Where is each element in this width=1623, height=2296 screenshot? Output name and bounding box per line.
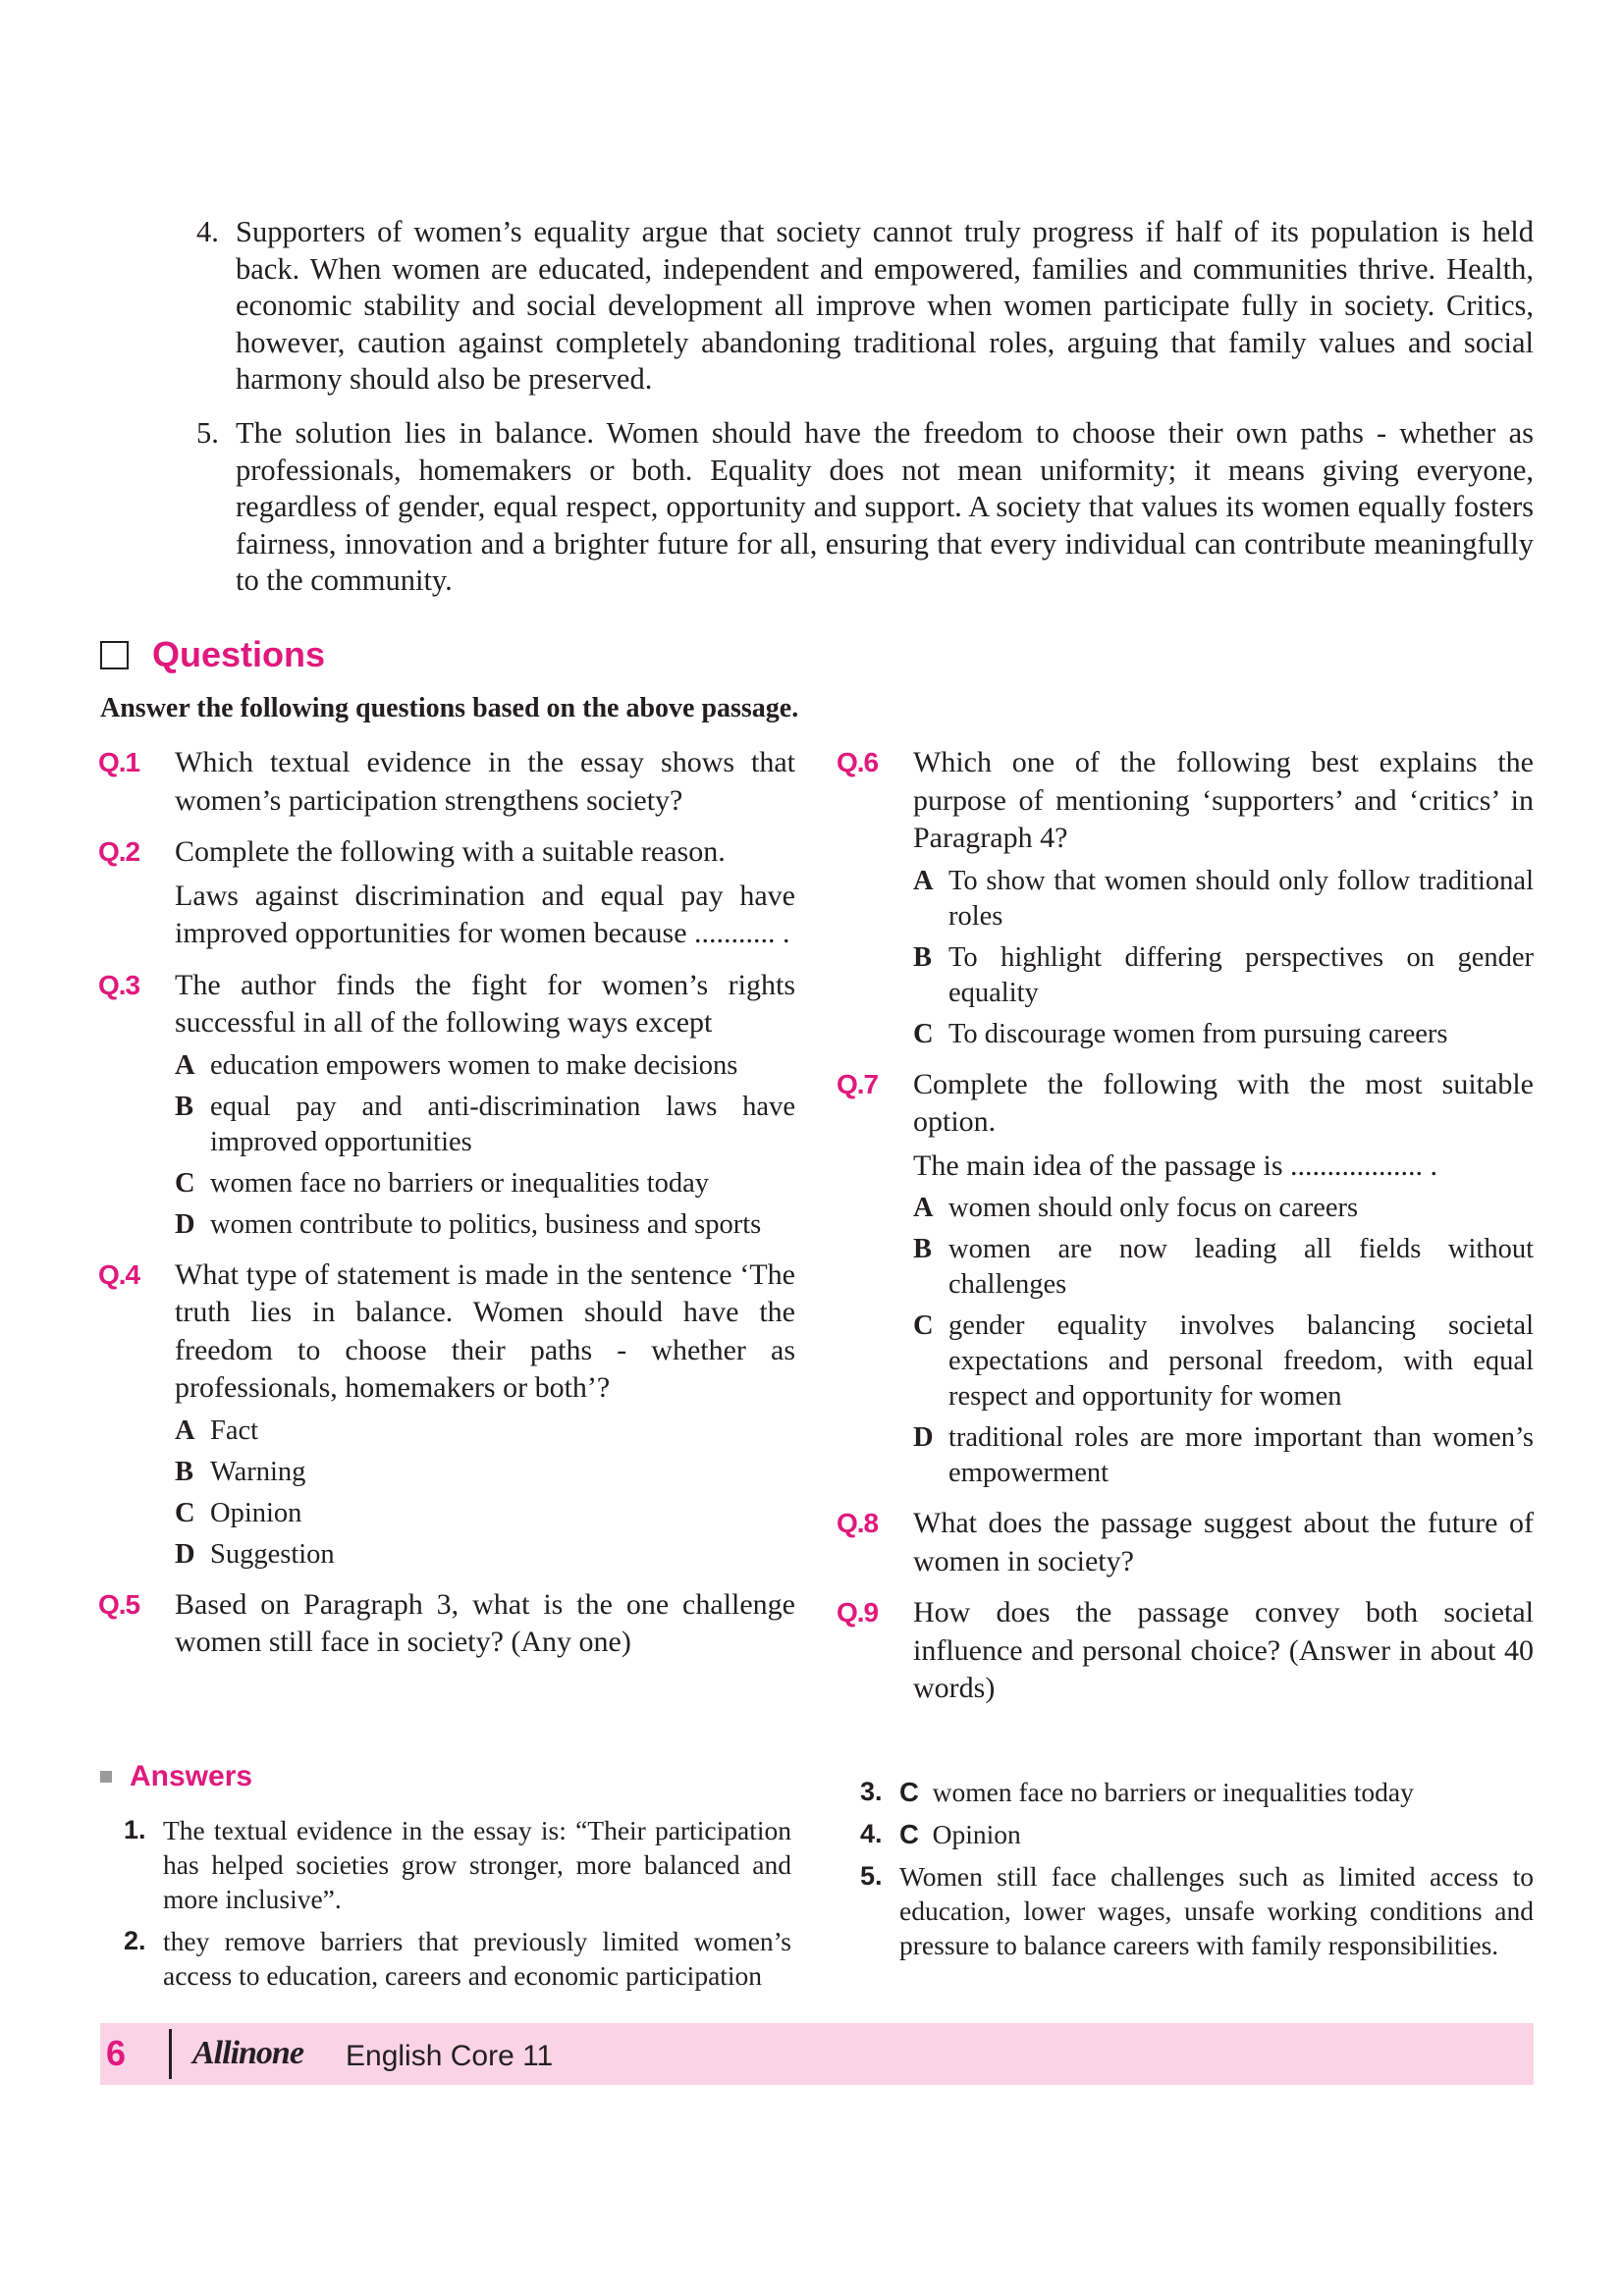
answer-text: they remove barriers that previously limited women’s access to education, careers and economic participation [163,1926,791,1991]
option-d [175,1207,795,1243]
answer-text: The textual evidence in the essay is: “Their participation has helped societies grow stronger, more balanced and more inclusive”. [163,1815,791,1914]
answer-2 [124,1924,791,1993]
option-list [175,1048,795,1243]
option-label: B [913,1234,933,1264]
question-text: Based on Paragraph 3, what is the one challenge women still face in society? (Any one) [175,1587,795,1658]
option-b [913,1232,1534,1303]
option-text: Warning [210,1456,306,1487]
option-c [913,1017,1534,1052]
paragraph-number: 5. [196,416,219,450]
answers-heading [100,1760,252,1793]
question-number: Q.5 [98,1588,140,1620]
option-label: C [175,1497,195,1528]
question-9 [837,1594,1534,1708]
option-list [913,1191,1534,1491]
questions-heading [100,634,325,675]
option-label: C [913,1310,934,1341]
page-footer [100,2023,1534,2085]
questions-column-left [98,744,795,1676]
passage-paragraph-5 [196,415,1534,600]
option-d [913,1420,1534,1491]
option-a [175,1048,795,1084]
option-label: B [175,1091,194,1122]
question-text: Which one of the following best explains the purpose of mentioning ‘supporters’ and ‘critics’ in Paragraph 4? [913,746,1534,854]
option-d [175,1537,795,1573]
book-title: English Core 11 [346,2040,554,2072]
answer-text: Women still face challenges such as limited access to education, lower wages, unsafe working conditions and pressure to balance careers with family responsibilities. [899,1861,1534,1960]
option-label: D [175,1208,195,1240]
option-label: D [175,1538,195,1570]
option-c [175,1166,795,1201]
question-text: Complete the following with the most suitable option. [913,1067,1534,1138]
answer-1 [124,1813,791,1916]
option-list [913,864,1534,1052]
option-text: Fact [210,1415,259,1446]
option-c [913,1308,1534,1415]
answer-number: 3. [860,1777,883,1806]
answer-3 [860,1775,1534,1809]
option-list [175,1414,795,1573]
option-text: To discourage women from pursuing careers [948,1018,1448,1049]
option-text: equal pay and anti-discrimination laws have improved opportunities [210,1091,795,1157]
question-prompt: The main idea of the passage is .................. . [913,1148,1438,1182]
question-text: How does the passage convey both societal influence and personal choice? (Answer in about 40 words) [913,1596,1534,1704]
answer-text: women face no barriers or inequalities today [932,1777,1414,1807]
question-text: Which textual evidence in the essay shows that women’s participation strengthens society? [175,746,795,817]
question-4 [98,1256,795,1573]
page-number: 6 [106,2033,127,2073]
question-2 [98,833,795,953]
question-6 [837,744,1534,1052]
option-label: B [175,1456,194,1487]
brand-logo: Allinone [192,2035,303,2071]
paragraph-number: 4. [196,215,219,248]
option-label: D [913,1422,934,1453]
question-number: Q.9 [837,1597,879,1628]
answers-column-left [124,1813,791,2001]
option-label: A [175,1049,195,1081]
option-text: Suggestion [210,1538,335,1570]
answer-text: Opinion [932,1819,1021,1849]
question-number: Q.7 [837,1068,879,1099]
question-text: What does the passage suggest about the future of women in society? [913,1507,1534,1577]
answer-number: 5. [860,1861,883,1891]
paragraph-text: Supporters of women’s equality argue that society cannot truly progress if half of its population is held back. When women are educated, independent and empowered, families and communities thrive. Health, economic stability and social development all improve when women participate fully in society. Critics, however, caution against completely abandoning traditional roles, arguing that family values and social harmony should also be preserved. [236,215,1534,397]
questions-title: Questions [152,634,326,674]
question-number: Q.4 [98,1258,140,1290]
option-label: C [175,1167,195,1199]
answers-column-right [860,1775,1534,1970]
answer-5 [860,1859,1534,1962]
question-number: Q.2 [98,836,140,867]
option-label: C [913,1018,934,1049]
option-label: A [913,1193,934,1223]
question-number: Q.8 [837,1508,879,1538]
question-prompt: Laws against discrimination and equal pay have improved opportunities for women because ........... . [175,879,795,949]
answer-number: 1. [124,1815,146,1844]
option-b [175,1455,795,1490]
answers-title: Answers [130,1760,253,1792]
option-c [175,1496,795,1531]
option-text: Opinion [210,1497,302,1528]
question-number: Q.6 [837,747,879,777]
option-a [913,1191,1534,1226]
question-text: The author finds the fight for women’s rights successful in all of the following ways except [175,968,795,1039]
square-bullet-icon [100,1771,112,1783]
question-3 [98,967,795,1243]
option-text: To highlight differing perspectives on gender equality [948,941,1534,1008]
option-text: women contribute to politics, business and sports [210,1208,762,1240]
question-8 [837,1505,1534,1580]
passage-paragraph-4 [196,214,1534,399]
option-b [175,1090,795,1160]
question-number: Q.3 [98,969,140,1000]
footer-divider [169,2029,172,2079]
option-label: A [913,865,934,896]
question-text: What type of statement is made in the sentence ‘The truth lies in balance. Women should have the freedom to choose their paths - whether as professionals, homemakers or both’? [175,1257,795,1404]
answer-number: 4. [860,1819,883,1848]
question-text: Complete the following with a suitable reason. [175,835,726,868]
option-label: A [175,1415,195,1446]
option-text: women are now leading all fields without challenges [948,1234,1534,1300]
answer-option-label: C [899,1777,919,1807]
answer-number: 2. [124,1926,146,1955]
option-text: traditional roles are more important than women’s empowerment [948,1422,1534,1488]
option-a [175,1414,795,1449]
question-7 [837,1066,1534,1492]
questions-column-right [837,744,1534,1722]
answer-4 [860,1817,1534,1851]
checkbox-icon [100,641,129,669]
option-a [913,864,1534,934]
option-label: B [913,941,933,973]
question-1 [98,744,795,820]
option-text: women should only focus on careers [948,1193,1359,1223]
option-text: women face no barriers or inequalities today [210,1167,710,1199]
paragraph-text: The solution lies in balance. Women should have the freedom to choose their own paths - whether as professionals, homemakers or both. Equality does not mean uniformity; it means giving everyone, regardless of gender, equal respect, opportunity and support. A society that values its women equally fosters fairness, innovation and a brighter future for all, ensuring that every individual can contribute meaningfully to the community. [236,416,1534,598]
question-5 [98,1586,795,1662]
option-b [913,940,1534,1011]
option-text: gender equality involves balancing societal expectations and personal freedom, with equal respect and opportunity for women [948,1310,1534,1412]
questions-instruction: Answer the following questions based on the above passage. [100,693,799,723]
question-number: Q.1 [98,747,140,777]
answer-option-label: C [899,1819,919,1849]
option-text: education empowers women to make decisions [210,1049,738,1081]
option-text: To show that women should only follow traditional roles [948,865,1534,932]
